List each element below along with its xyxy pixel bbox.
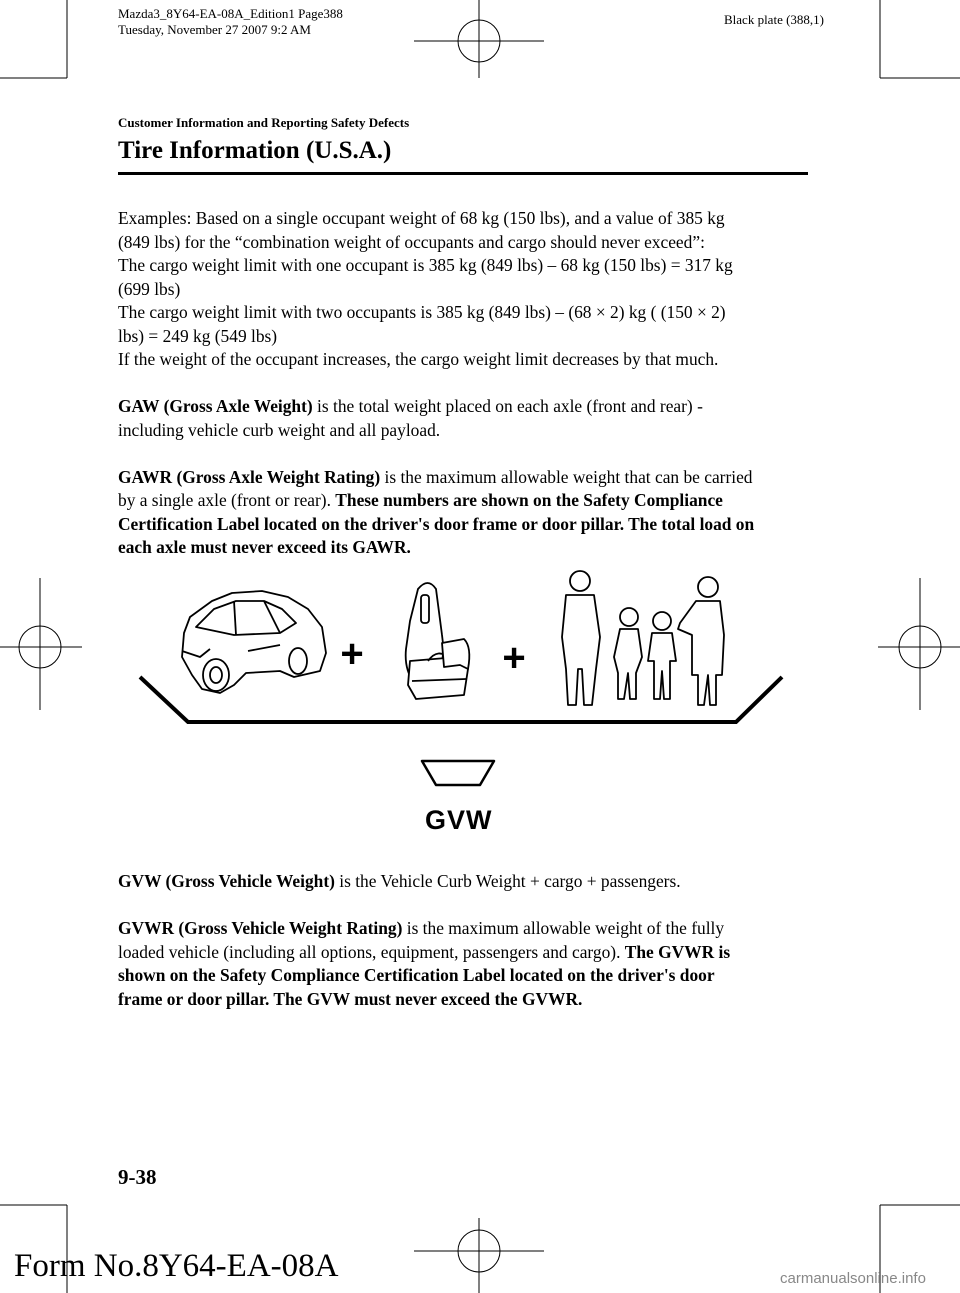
gvwr-term: GVWR (Gross Vehicle Weight Rating) [118,918,403,938]
examples-line-1: Examples: Based on a single occupant weight of 68 kg (150 lbs), and a value of 385 kg [118,208,725,228]
gvwr-text-2: loaded vehicle (including all options, equipment, passengers and cargo). [118,941,625,962]
print-file-info [118,6,343,38]
examples-line-7: If the weight of the occupant increases, the cargo weight limit decreases by that much. [118,349,719,369]
gvw-text: is the Vehicle Curb Weight + cargo + passengers. [334,871,681,891]
gvw-term: GVW (Gross Vehicle Weight) [118,871,335,891]
gvwr-bold-3: shown on the Safety Compliance Certification Label located on the driver's door [118,965,715,985]
gvwr-bold-4: frame or door pillar. The GVW must never exceed the GVWR. [118,988,583,1009]
gawr-paragraph [118,466,818,560]
gawr-bold-3: Certification Label located on the driver's door frame or door pillar. The total load on [118,513,755,534]
title-rule [118,172,808,175]
gvwr-bold-2: The GVWR is [624,941,731,962]
gvwr-text-1: is the maximum allowable weight of the fully [402,918,725,938]
gvw-label: GVW [425,805,493,835]
luggage-icon [406,583,470,699]
gawr-bold-2: These numbers are shown on the Safety Compliance [335,490,723,510]
gaw-text-1: is the total weight placed on each axle (front and rear) - [312,396,703,416]
plus-sign-1: + [340,632,364,676]
gaw-text-2: including vehicle curb weight and all payload. [118,419,441,440]
page-title: Tire Information (U.S.A.) [118,137,392,164]
gawr-bold-4: each axle must never exceed its GAWR. [118,537,411,557]
print-plate: Black plate (388,1) [724,12,824,27]
gvw-paragraph [118,870,818,894]
examples-line-6: lbs) = 249 kg (549 lbs) [118,325,278,346]
gawr-text-2: by a single axle (front or rear). [118,490,336,510]
gawr-term: GAWR (Gross Axle Weight Rating) [118,466,381,487]
main-text-top [118,207,818,560]
examples-line-4: (699 lbs) [118,278,181,299]
gvwr-paragraph [118,917,818,1011]
gaw-term: GAW (Gross Axle Weight) [118,396,313,416]
car-icon [182,591,326,693]
examples-line-3: The cargo weight limit with one occupant is 385 kg (849 lbs) – 68 kg (150 lbs) = 317 kg [118,255,733,275]
examples-paragraph [118,207,818,372]
gvw-illustration [130,565,790,885]
print-file-name: Mazda3_8Y64-EA-08A_Edition1 Page388 [118,6,343,21]
down-arrow-icon [422,761,494,785]
gaw-paragraph [118,395,818,442]
page-number: 9-38 [118,1165,157,1189]
main-text-bottom [118,870,818,1011]
family-icon [562,571,724,705]
print-date: Tuesday, November 27 2007 9:2 AM [118,22,311,37]
gawr-text-1: is the maximum allowable weight that can be carried [380,466,753,487]
plus-sign-2: + [502,636,526,680]
watermark-link[interactable]: carmanualsonline.info [780,1270,926,1287]
section-label: Customer Information and Reporting Safety Defects [118,115,410,130]
examples-line-5: The cargo weight limit with two occupants is 385 kg (849 lbs) – (68 × 2) kg ( (150 × 2) [118,302,726,322]
examples-line-2: (849 lbs) for the “combination weight of occupants and cargo should never exceed”: [118,231,705,252]
form-number: Form No.8Y64-EA-08A [14,1248,339,1284]
